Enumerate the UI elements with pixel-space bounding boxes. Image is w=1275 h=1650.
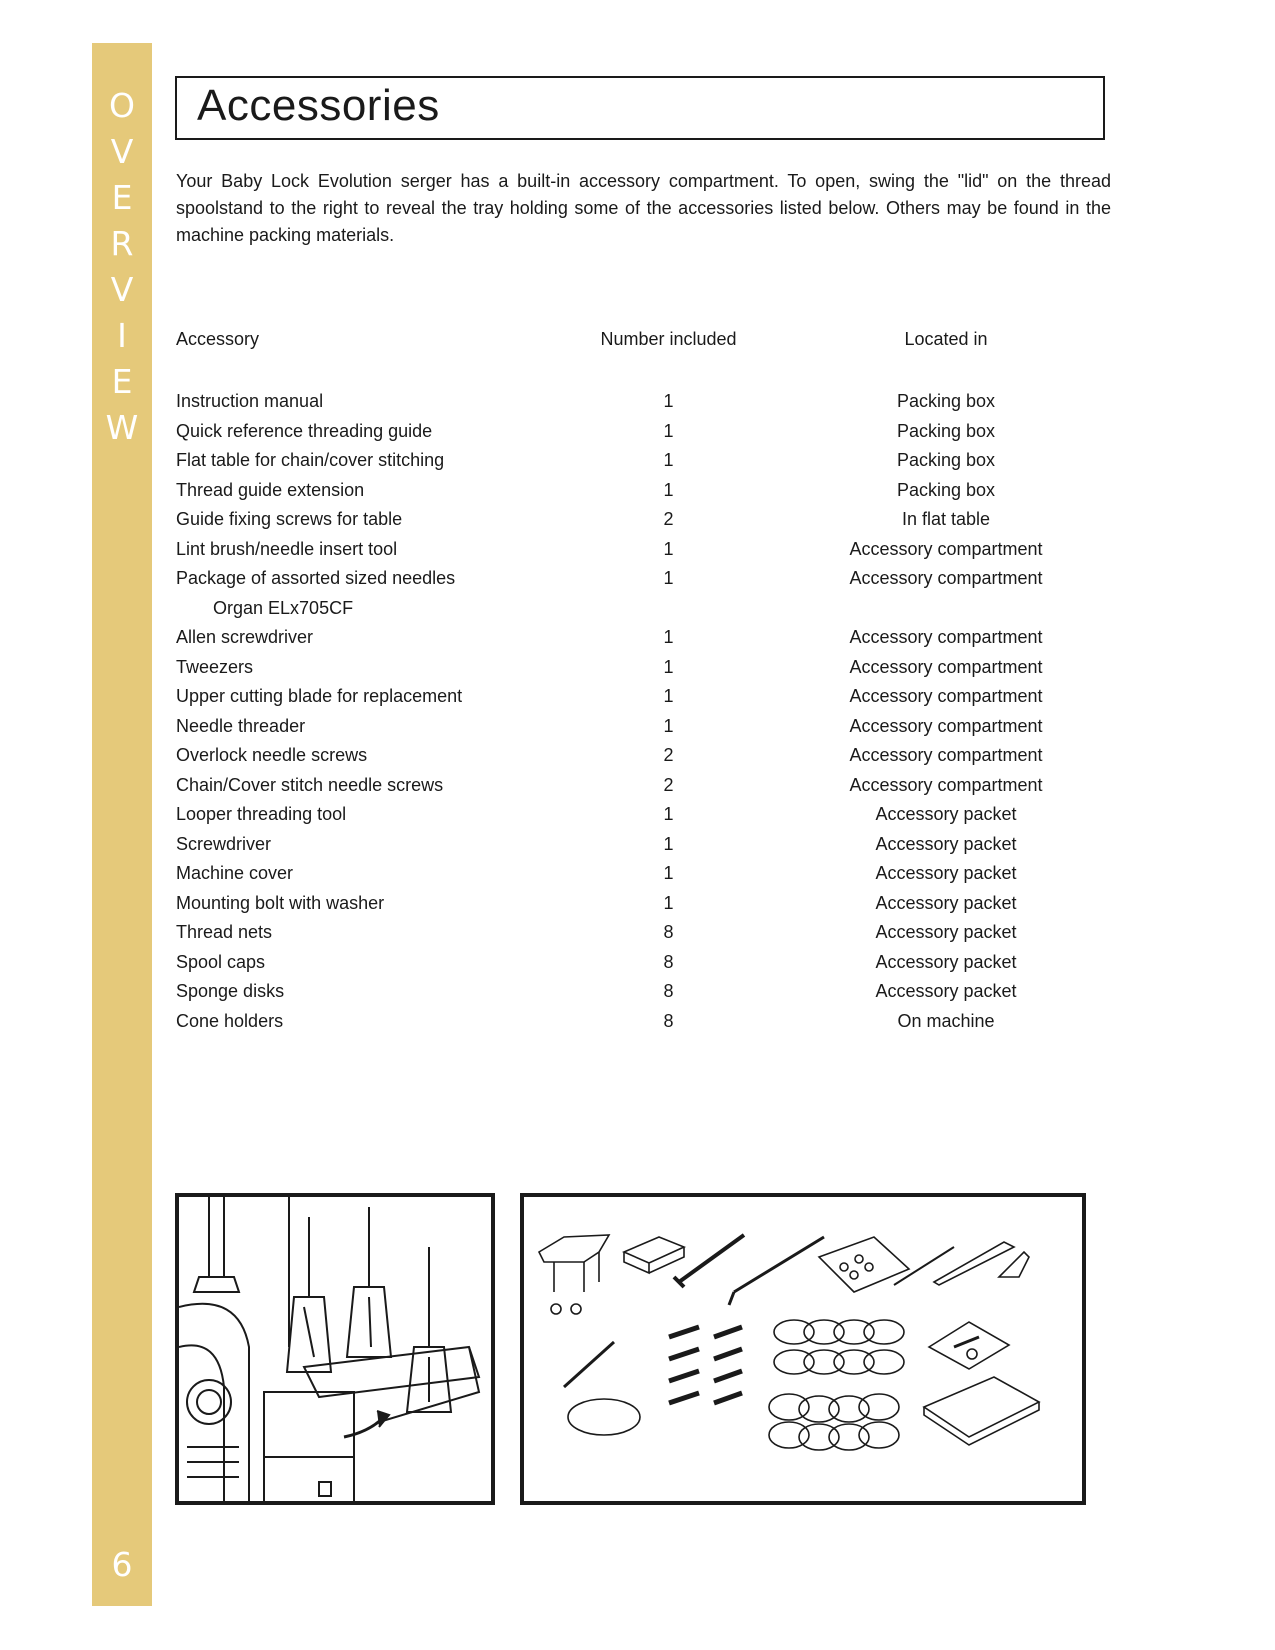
section-letter: I bbox=[117, 316, 127, 355]
header-number-included: Number included bbox=[600, 329, 737, 349]
table-row bbox=[176, 622, 1076, 652]
accessory-location: Accessory packet bbox=[875, 951, 1017, 972]
serger-compartment-drawing bbox=[179, 1197, 491, 1501]
table-header bbox=[176, 324, 1076, 354]
accessory-location: In flat table bbox=[901, 509, 991, 529]
table-row bbox=[176, 504, 1076, 534]
table-row bbox=[176, 947, 1076, 977]
accessory-name: Cone holders bbox=[176, 1010, 284, 1031]
accessory-location: Accessory packet bbox=[875, 863, 1017, 883]
accessory-location: Packing box bbox=[896, 420, 996, 441]
accessory-location: Accessory compartment bbox=[849, 538, 1043, 559]
accessory-location: Accessory compartment bbox=[849, 715, 1043, 736]
accessory-location: Accessory compartment bbox=[849, 627, 1043, 647]
accessory-quantity: 1 bbox=[663, 656, 674, 677]
accessory-name: Package of assorted sized needles bbox=[176, 568, 456, 588]
accessory-name: Needle threader bbox=[176, 715, 306, 736]
overview-sidebar bbox=[92, 43, 152, 1606]
table-row bbox=[176, 652, 1076, 682]
accessory-location: Accessory compartment bbox=[849, 568, 1043, 588]
page-number: 6 bbox=[111, 1545, 133, 1584]
accessory-quantity: 1 bbox=[663, 420, 674, 441]
accessory-location: Accessory compartment bbox=[849, 745, 1043, 765]
accessory-location: Accessory packet bbox=[875, 804, 1017, 824]
accessory-name: Flat table for chain/cover stitching bbox=[176, 450, 445, 470]
accessory-quantity: 1 bbox=[663, 686, 674, 706]
table-row bbox=[176, 534, 1076, 564]
accessory-location: Accessory compartment bbox=[849, 686, 1043, 706]
accessory-location: Accessory compartment bbox=[849, 774, 1043, 795]
accessory-name: Overlock needle screws bbox=[176, 745, 368, 765]
table-row bbox=[176, 475, 1076, 505]
section-label-vertical bbox=[92, 83, 152, 451]
table-row bbox=[176, 829, 1076, 859]
accessory-quantity: 8 bbox=[663, 981, 674, 1001]
table-row bbox=[176, 445, 1076, 475]
accessory-name: Screwdriver bbox=[176, 833, 272, 854]
accessory-quantity: 1 bbox=[663, 715, 674, 736]
accessory-name: Spool caps bbox=[176, 951, 266, 972]
accessory-quantity: 1 bbox=[663, 804, 674, 824]
intro-paragraph: Your Baby Lock Evolution serger has a built-in accessory compartment. To open, swing the "lid" on the thread spoolstand to the right to reveal the tray holding some of the accessories listed below. Others may be found in the machine packing materials. bbox=[176, 171, 1111, 245]
accessory-name: Chain/Cover stitch needle screws bbox=[176, 774, 444, 795]
spoolstand-illustration bbox=[175, 1193, 495, 1505]
accessory-location: Packing box bbox=[896, 450, 996, 470]
accessory-name: Machine cover bbox=[176, 863, 294, 883]
accessory-location: On machine bbox=[897, 1010, 995, 1031]
table-row bbox=[176, 681, 1076, 711]
table-row bbox=[176, 386, 1076, 416]
accessories-illustration bbox=[520, 1193, 1086, 1505]
section-letter: R bbox=[110, 224, 134, 263]
table-row bbox=[176, 416, 1076, 446]
accessory-name: Mounting bolt with washer bbox=[176, 892, 385, 913]
accessory-name: Sponge disks bbox=[176, 981, 285, 1001]
table-row bbox=[176, 917, 1076, 947]
accessory-quantity: 8 bbox=[663, 1010, 674, 1031]
section-letter: W bbox=[105, 408, 139, 447]
table-row bbox=[176, 799, 1076, 829]
accessory-quantity: 1 bbox=[663, 450, 674, 470]
page-title: Accessories bbox=[197, 81, 440, 130]
header-located-in: Located in bbox=[904, 329, 988, 349]
accessory-name: Instruction manual bbox=[176, 391, 324, 411]
accessory-quantity: 2 bbox=[663, 509, 674, 529]
section-letter: E bbox=[111, 362, 133, 401]
accessory-location: Accessory packet bbox=[875, 892, 1017, 913]
accessory-name: Tweezers bbox=[176, 656, 254, 677]
section-letter: E bbox=[111, 178, 133, 217]
accessory-name: Looper threading tool bbox=[176, 804, 347, 824]
accessory-quantity: 1 bbox=[663, 479, 674, 500]
title-box bbox=[175, 76, 1105, 140]
accessory-location: Packing box bbox=[896, 391, 996, 411]
accessory-location: Accessory compartment bbox=[849, 656, 1043, 677]
table-row bbox=[176, 740, 1076, 770]
accessory-name: Guide fixing screws for table bbox=[176, 509, 403, 529]
accessory-location: Accessory packet bbox=[875, 833, 1017, 854]
accessory-quantity: 8 bbox=[663, 922, 674, 942]
section-letter: V bbox=[110, 132, 134, 171]
accessory-name: Thread nets bbox=[176, 922, 273, 942]
table-row bbox=[176, 563, 1076, 593]
accessory-quantity: 1 bbox=[663, 391, 674, 411]
header-accessory: Accessory bbox=[176, 329, 260, 349]
table-row bbox=[176, 858, 1076, 888]
accessory-quantity: 8 bbox=[663, 951, 674, 972]
table-row bbox=[176, 770, 1076, 800]
accessory-quantity: 1 bbox=[663, 892, 674, 913]
accessory-name: Allen screwdriver bbox=[176, 627, 314, 647]
section-letter: O bbox=[109, 86, 135, 125]
accessory-name: Upper cutting blade for replacement bbox=[176, 686, 463, 706]
accessory-location: Accessory packet bbox=[875, 922, 1017, 942]
table-row bbox=[176, 976, 1076, 1006]
accessory-quantity: 1 bbox=[663, 568, 674, 588]
table-row bbox=[176, 711, 1076, 741]
accessory-quantity: 2 bbox=[663, 745, 674, 765]
accessory-location: Accessory packet bbox=[875, 981, 1017, 1001]
section-letter: V bbox=[110, 270, 134, 309]
accessory-parts-drawing bbox=[524, 1197, 1082, 1501]
accessory-quantity: 1 bbox=[663, 538, 674, 559]
table-row bbox=[176, 888, 1076, 918]
table-row bbox=[176, 593, 1076, 623]
accessory-quantity: 1 bbox=[663, 627, 674, 647]
accessory-quantity: 1 bbox=[663, 863, 674, 883]
accessory-location: Packing box bbox=[896, 479, 996, 500]
table-row bbox=[176, 1006, 1076, 1036]
accessory-quantity: 1 bbox=[663, 833, 674, 854]
accessory-name: Thread guide extension bbox=[176, 479, 365, 500]
accessory-name: Lint brush/needle insert tool bbox=[176, 538, 398, 559]
accessory-quantity: 2 bbox=[663, 774, 674, 795]
accessory-name: Organ ELx705CF bbox=[213, 597, 354, 618]
accessory-name: Quick reference threading guide bbox=[176, 420, 433, 441]
